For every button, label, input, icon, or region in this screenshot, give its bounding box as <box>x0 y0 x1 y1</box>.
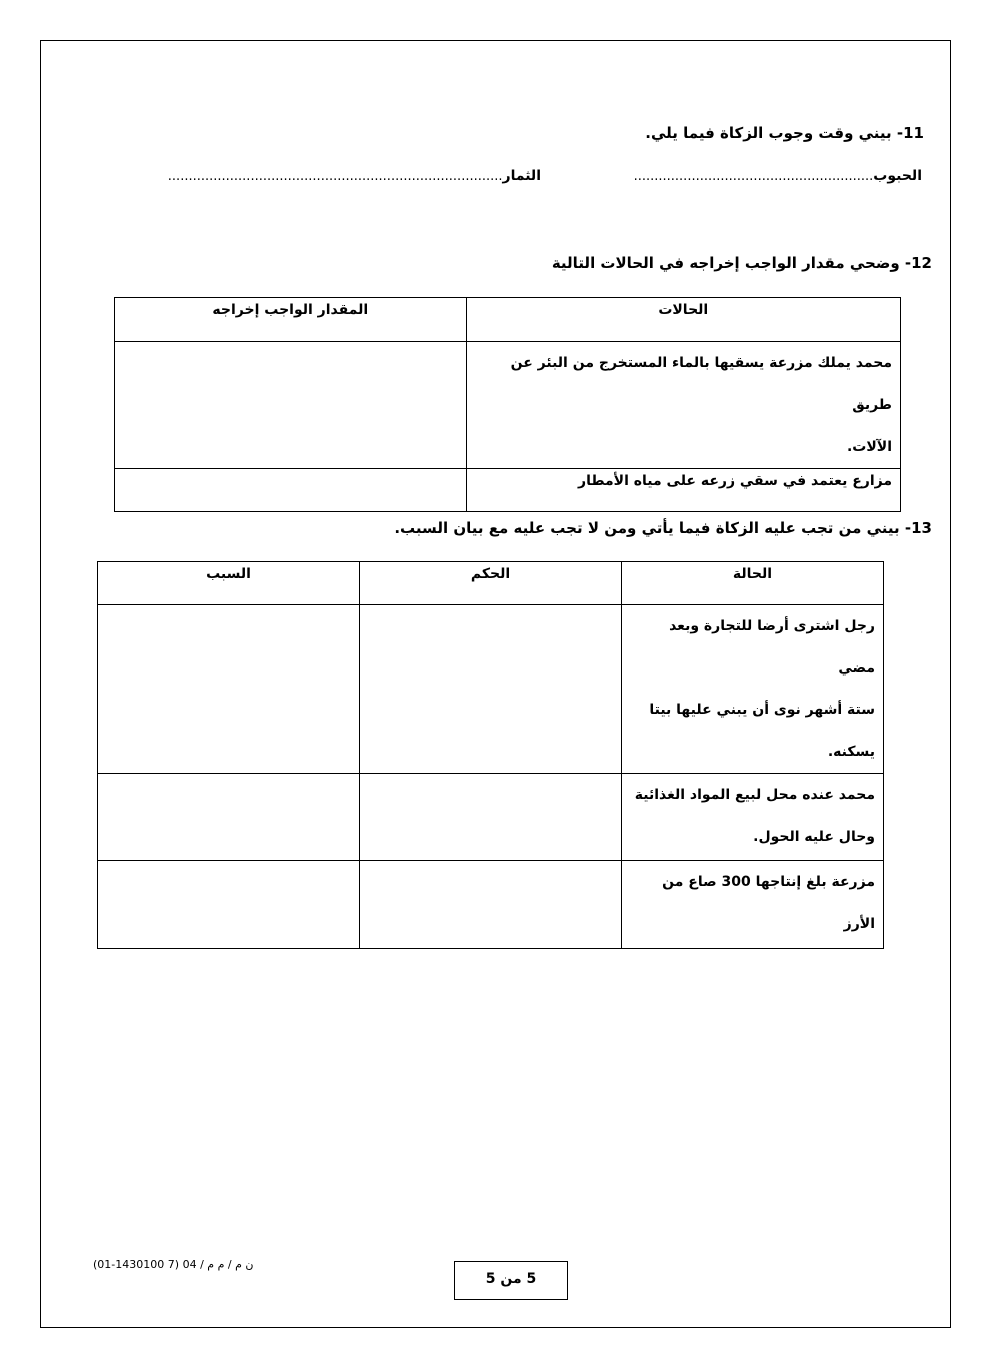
reason-answer-cell[interactable] <box>98 605 360 774</box>
case-text: الأرز <box>843 916 875 932</box>
ruling-answer-cell[interactable] <box>360 605 622 774</box>
ruling-answer-cell[interactable] <box>360 774 622 861</box>
case-text: مزارع يعتمد في سقي زرعه على مياه الأمطار <box>578 473 892 489</box>
table-row <box>115 469 901 512</box>
question-13-title: 13- بيني من تجب عليه الزكاة فيما يأتي ومن لا تجب عليه مع بيان السبب. <box>394 519 932 537</box>
table-header-row <box>115 298 901 342</box>
table-row <box>98 861 884 949</box>
table-row <box>98 605 884 774</box>
answer-cell[interactable] <box>115 469 467 512</box>
q13-table <box>97 561 884 949</box>
page-number: 5 من 5 <box>454 1261 568 1300</box>
case-cell <box>622 774 884 861</box>
header-case: الحالة <box>622 562 884 605</box>
grains-label: الحبوب <box>873 168 922 184</box>
case-cell <box>466 342 900 469</box>
case-text: محمد يملك مزرعة يسقيها بالماء المستخرج من البئر عن طريق <box>510 355 892 413</box>
answer-cell[interactable] <box>115 342 467 469</box>
case-cell <box>622 861 884 949</box>
case-cell <box>622 605 884 774</box>
header-amount: المقدار الواجب إخراجه <box>115 298 467 342</box>
case-text: مزرعة بلغ إنتاجها 300 صاع من <box>662 874 875 890</box>
header-reason: السبب <box>98 562 360 605</box>
case-cell <box>466 469 900 512</box>
ruling-answer-cell[interactable] <box>360 861 622 949</box>
question-11-title: 11- بيني وقت وجوب الزكاة فيما يلي. <box>645 124 924 142</box>
table-row <box>115 342 901 469</box>
case-text: ستة أشهر نوى أن يبني عليها بيتا <box>649 702 875 718</box>
header-ruling: الحكم <box>360 562 622 605</box>
q12-table <box>114 297 901 512</box>
header-cases: الحالات <box>466 298 900 342</box>
reason-answer-cell[interactable] <box>98 774 360 861</box>
case-text: يسكنه. <box>827 744 875 760</box>
case-text: وحال عليه الحول. <box>753 829 875 845</box>
fruits-label: الثمار <box>502 168 541 184</box>
question-12-title: 12- وضحي مقدار الواجب إخراجه في الحالات التالية <box>551 254 932 272</box>
table-header-row <box>98 562 884 605</box>
reason-answer-cell[interactable] <box>98 861 360 949</box>
table-row <box>98 774 884 861</box>
fruits-field <box>168 168 541 184</box>
case-text: الآلات. <box>846 439 892 455</box>
case-text: محمد عنده محل لبيع المواد الغذائية <box>634 787 875 803</box>
fruits-answer-line[interactable]: ................................................................................. <box>167 169 503 184</box>
case-text: رجل اشترى أرضا للتجارة وبعد مضي <box>669 618 875 676</box>
grains-field <box>634 168 922 184</box>
exam-code: ن م / م م / 04 (7 1430100-01) <box>93 1258 254 1271</box>
grains-answer-line[interactable]: .......................................................... <box>633 169 874 184</box>
